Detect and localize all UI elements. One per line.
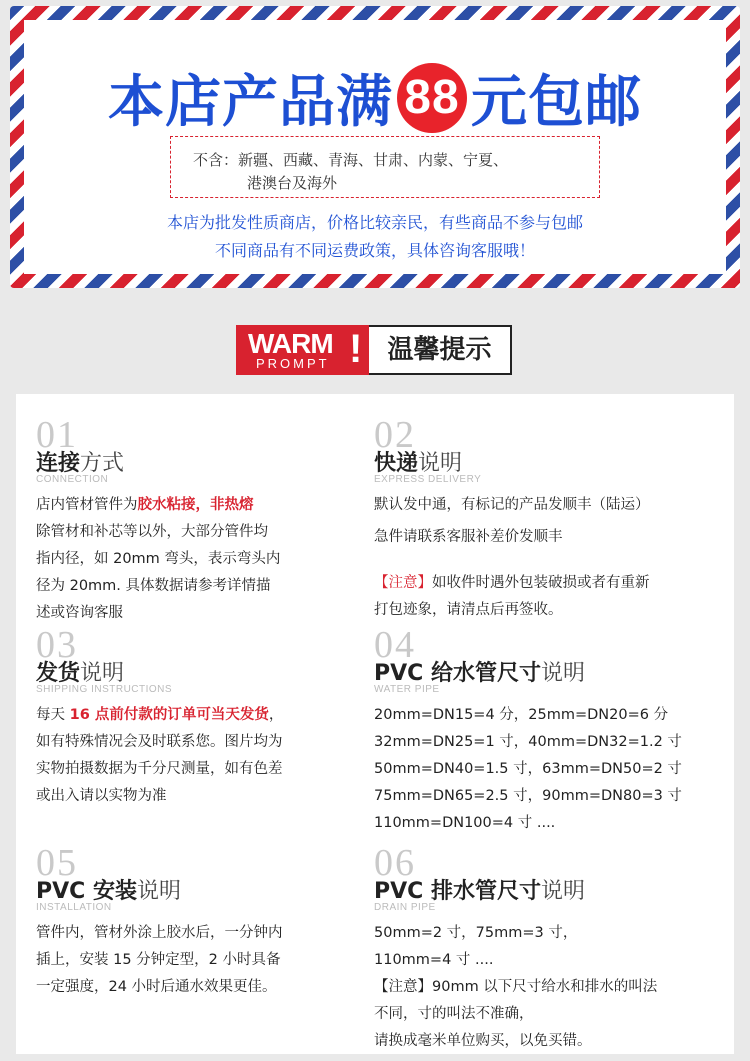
body-line: 插上，安装 15 分钟定型，2 小时具备 <box>36 952 281 968</box>
prompt-label: PROMPT <box>256 356 330 371</box>
body-text: ， <box>268 707 284 723</box>
warm-prompt-heading <box>236 325 514 375</box>
title-bold: 发货 <box>36 661 81 686</box>
body-line <box>36 702 283 729</box>
section-subtitle: SHIPPING INSTRUCTIONS <box>36 684 173 695</box>
body-line: 打包迹象，请清点后再签收。 <box>374 602 563 618</box>
section-subtitle: WATER PIPE <box>374 684 440 695</box>
section-number: 06 <box>374 842 416 884</box>
body-line: 不同，寸的叫法不准确， <box>374 1006 534 1022</box>
body-line: 一定强度，24 小时后通水效果更佳。 <box>36 979 277 995</box>
title-normal: 方式 <box>80 451 125 476</box>
highlight-text: 16 点前付款的订单可当天发货 <box>69 707 269 723</box>
body-line: 75mm=DN65=2.5 寸，90mm=DN80=3 寸 <box>374 788 682 804</box>
headline-text-before: 本店产品满 <box>108 70 393 135</box>
section-number: 01 <box>36 414 78 456</box>
headline-text-after: 元包邮 <box>471 70 642 135</box>
body-line: 径为 20mm. 具体数据请参考详情描 <box>36 578 271 594</box>
body-line: 110mm=4 寸 .... <box>374 952 494 968</box>
section-number: 04 <box>374 624 416 666</box>
wholesale-note-1: 本店为批发性质商店，价格比较亲民，有些商品不参与包邮 <box>166 213 583 232</box>
body-text: 如收件时遇外包装破损或者有重新 <box>432 575 650 591</box>
body-line: 指内径，如 20mm 弯头，表示弯头内 <box>36 551 281 567</box>
body-text: 每天 <box>36 707 70 723</box>
body-line: 默认发中通，有标记的产品发顺丰（陆运） <box>374 497 650 513</box>
shipping-banner <box>10 6 740 288</box>
amount-badge: 88 <box>397 63 467 133</box>
section-number: 03 <box>36 624 78 666</box>
banner-content <box>24 20 726 274</box>
title-normal: 说明 <box>80 661 125 686</box>
title-bold: PVC 排水管尺寸 <box>374 879 541 904</box>
section-title <box>374 874 585 905</box>
body-text: 店内管材管件为 <box>36 497 138 513</box>
body-line: 实物拍摄数据为千分尺测量，如有色差 <box>36 761 283 777</box>
exclamation-icon: ! <box>349 327 363 371</box>
body-line: 如有特殊情况会及时联系您。图片均为 <box>36 734 283 750</box>
title-bold: 连接 <box>36 451 81 476</box>
title-bold: PVC 安装 <box>36 879 137 904</box>
title-normal: 说明 <box>540 661 585 686</box>
warm-label: WARM <box>248 328 333 359</box>
note-label: 【注意】 <box>374 575 432 591</box>
exclusion-line-2: 港澳台及海外 <box>247 174 338 192</box>
warm-prompt-logo <box>236 325 369 375</box>
section-title <box>36 874 181 905</box>
section-title <box>374 656 585 687</box>
body-line: 【注意】90mm 以下尺寸给水和排水的叫法 <box>374 979 658 995</box>
section-subtitle: DRAIN PIPE <box>374 902 436 913</box>
body-line: 50mm=2 寸，75mm=3 寸， <box>374 925 578 941</box>
body-line: 请换成毫米单位购买，以免买错。 <box>374 1033 592 1049</box>
title-normal: 说明 <box>540 879 585 904</box>
title-normal: 说明 <box>136 879 181 904</box>
exclusion-box <box>170 136 600 198</box>
highlight-text: 胶水粘接，非热熔 <box>137 497 254 513</box>
section-title <box>36 446 124 477</box>
section-number: 02 <box>374 414 416 456</box>
body-line: 管件内，管材外涂上胶水后，一分钟内 <box>36 925 283 941</box>
info-card <box>16 394 734 1054</box>
section-subtitle: EXPRESS DELIVERY <box>374 474 482 485</box>
body-line: 50mm=DN40=1.5 寸，63mm=DN50=2 寸 <box>374 761 682 777</box>
section-title <box>374 446 462 477</box>
warm-prompt-title: 温馨提示 <box>369 325 512 375</box>
body-line: 述或咨询客服 <box>36 605 123 621</box>
free-shipping-headline <box>24 58 726 138</box>
body-line: 或出入请以实物为准 <box>36 788 167 804</box>
section-subtitle: INSTALLATION <box>36 902 112 913</box>
title-bold: 快递 <box>374 451 419 476</box>
exclusion-line-1: 不含：新疆、西藏、青海、甘肃、内蒙、宁夏、 <box>193 151 509 169</box>
body-line: 20mm=DN15=4 分，25mm=DN20=6 分 <box>374 707 669 723</box>
body-line: 110mm=DN100=4 寸 .... <box>374 815 556 831</box>
section-title <box>36 656 124 687</box>
body-line: 除管材和补芯等以外，大部分管件均 <box>36 524 268 540</box>
body-line <box>36 492 254 519</box>
wholesale-note-2: 不同商品有不同运费政策，具体咨询客服哦！ <box>214 241 535 260</box>
title-bold: PVC 给水管尺寸 <box>374 661 541 686</box>
body-line <box>374 570 650 597</box>
body-line: 急件请联系客服补差价发顺丰 <box>374 529 563 545</box>
body-line: 32mm=DN25=1 寸，40mm=DN32=1.2 寸 <box>374 734 682 750</box>
section-number: 05 <box>36 842 78 884</box>
section-subtitle: CONNECTION <box>36 474 109 485</box>
title-normal: 说明 <box>418 451 463 476</box>
